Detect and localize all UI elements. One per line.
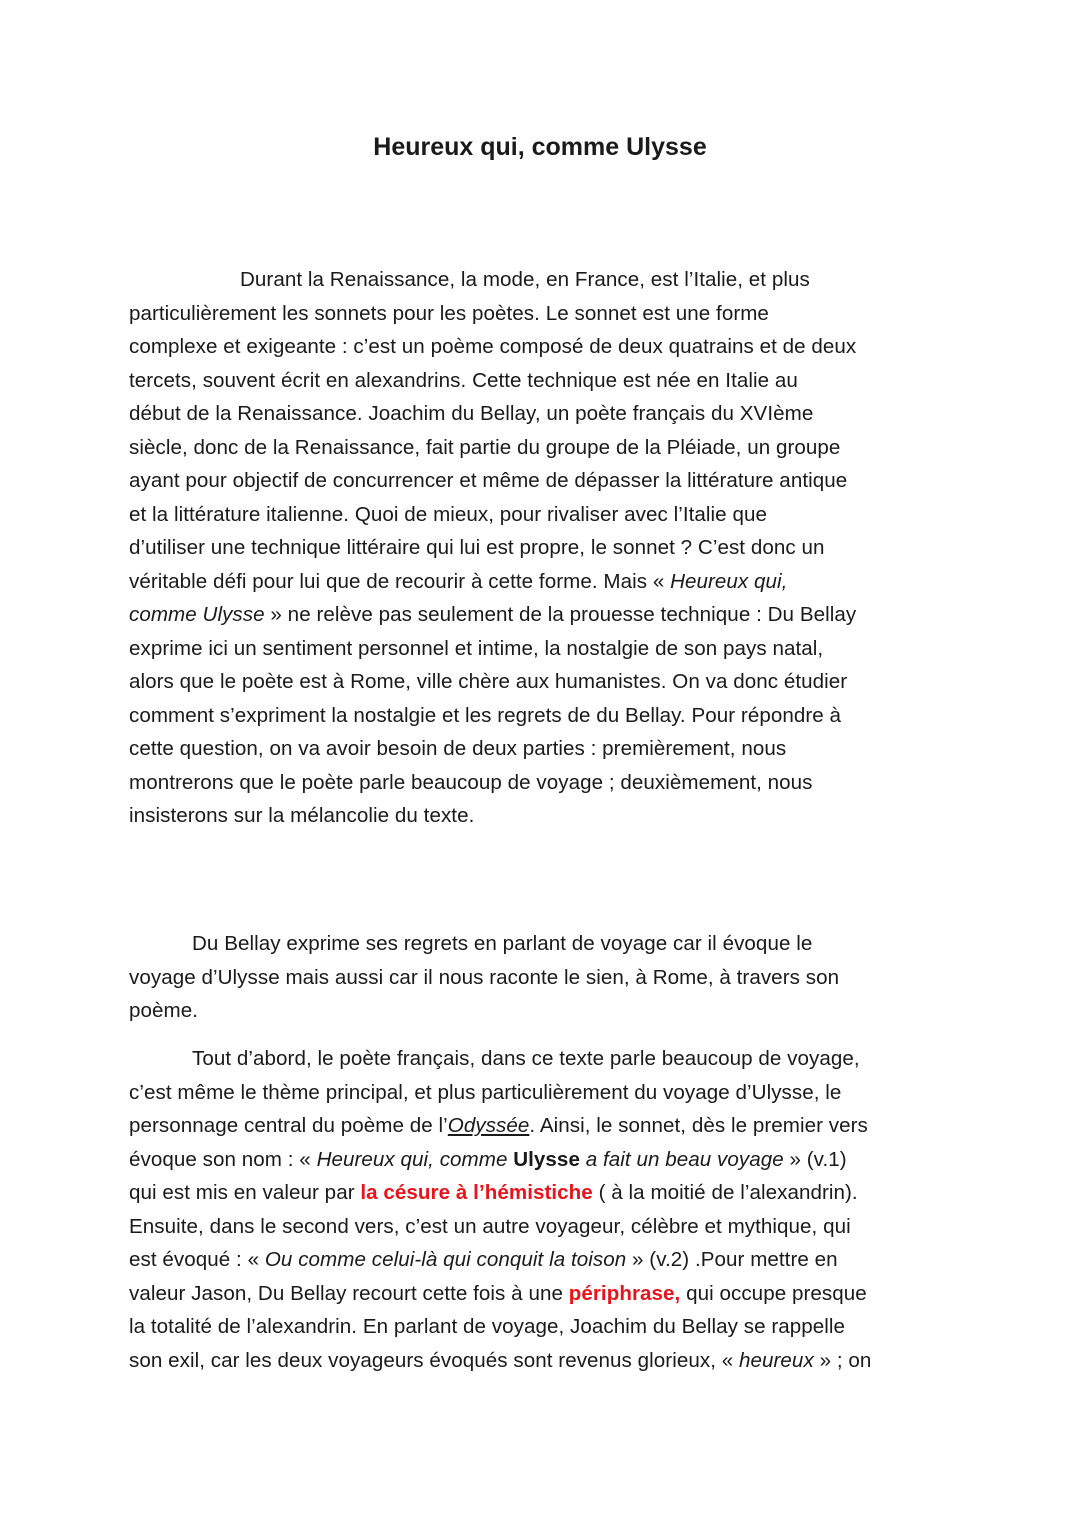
text-line [129, 1344, 959, 1378]
text-line: alors que le poète est à Rome, ville chère aux humanistes. On va donc étudier [129, 670, 848, 693]
text-line: Ensuite, dans le second vers, c’est un autre voyageur, célèbre et mythique, qui [129, 1214, 851, 1238]
part1-intro-paragraph [129, 927, 959, 1028]
text-line: insisterons sur la mélancolie du texte. [129, 804, 475, 827]
text-line [129, 1176, 959, 1210]
text-span: personnage central du poème de l’ [129, 1114, 448, 1137]
text-line: poème. [129, 999, 198, 1022]
intro-paragraph [129, 263, 959, 833]
text-line: et la littérature italienne. Quoi de mieux, pour rivaliser avec l’Italie que [129, 502, 767, 526]
part1-body-paragraph [129, 1042, 959, 1377]
text-line: tercets, souvent écrit en alexandrins. Cette technique est née en Italie au [129, 368, 798, 392]
text-line: voyage d’Ulysse mais aussi car il nous raconte le sien, à Rome, à travers son [129, 965, 840, 989]
italic-quote: Heureux qui, comme [316, 1147, 514, 1171]
italic-quote: heureux [739, 1348, 814, 1372]
text-span: » ne relève pas seulement de la prouesse technique : Du Bellay [264, 603, 857, 626]
text-line [129, 1042, 959, 1076]
highlighted-term: la césure à l’hémistiche [360, 1181, 593, 1204]
text-line [129, 1277, 959, 1311]
text-span: son exil, car les deux voyageurs évoqués sont revenus glorieux, « [129, 1348, 740, 1372]
text-line: complexe et exigeante : c’est un poème composé de deux quatrains et de deux [129, 335, 857, 358]
work-title: Odyssée [447, 1114, 530, 1137]
text-span: » (v.2) .Pour mettre en [626, 1248, 838, 1271]
text-line [129, 1243, 959, 1277]
text-line: c’est même le thème principal, et plus particulièrement du voyage d’Ulysse, le [129, 1080, 842, 1104]
text-span: Durant la Renaissance, la mode, en France, est l’Italie, et plus [240, 268, 810, 291]
text-line: exprime ici un sentiment personnel et intime, la nostalgie de son pays natal, [129, 636, 824, 660]
text-span: ( à la moitié de l’alexandrin). [592, 1181, 858, 1204]
text-span: évoque son nom : « [129, 1147, 317, 1171]
text-line [129, 598, 959, 632]
text-line [129, 927, 959, 961]
italic-quote: a fait un beau voyage [579, 1147, 784, 1171]
text-span: . Ainsi, le sonnet, dès le premier vers [529, 1114, 868, 1137]
highlighted-term: périphrase, [568, 1281, 681, 1305]
text-span: » ; on [813, 1348, 872, 1372]
text-line: montrerons que le poète parle beaucoup de voyage ; deuxièmement, nous [129, 770, 813, 794]
page-title: Heureux qui, comme Ulysse [373, 133, 707, 161]
italic-quote: comme Ulysse [129, 603, 265, 626]
text-span: qui est mis en valeur par [129, 1181, 361, 1204]
text-line [129, 565, 959, 599]
italic-quote: Heureux qui, [670, 569, 788, 593]
text-span: véritable défi pour lui que de recourir à cette forme. Mais « [129, 569, 671, 593]
text-line: début de la Renaissance. Joachim du Bellay, un poète français du XVIème [129, 402, 814, 425]
text-line: particulièrement les sonnets pour les poètes. Le sonnet est une forme [129, 301, 769, 325]
text-span: est évoqué : « [129, 1248, 265, 1271]
text-line: cette question, on va avoir besoin de deux parties : premièrement, nous [129, 737, 787, 760]
bold-word: Ulysse [513, 1147, 580, 1171]
text-line: la totalité de l’alexandrin. En parlant de voyage, Joachim du Bellay se rappelle [129, 1315, 846, 1338]
text-line [129, 1109, 959, 1143]
text-span: » (v.1) [783, 1147, 847, 1171]
text-span: Du Bellay exprime ses regrets en parlant de voyage car il évoque le [192, 932, 813, 955]
text-line: ayant pour objectif de concurrencer et même de dépasser la littérature antique [129, 469, 848, 492]
text-line [129, 263, 959, 297]
text-line: siècle, donc de la Renaissance, fait partie du groupe de la Pléiade, un groupe [129, 435, 841, 459]
text-span: valeur Jason, Du Bellay recourt cette fois à une [129, 1281, 569, 1305]
text-line: d’utiliser une technique littéraire qui lui est propre, le sonnet ? C’est donc un [129, 536, 825, 559]
text-span: qui occupe presque [680, 1281, 867, 1305]
italic-quote: Ou comme celui-là qui conquit la toison [264, 1248, 627, 1271]
text-line [129, 1143, 959, 1177]
text-line: comment s’expriment la nostalgie et les regrets de du Bellay. Pour répondre à [129, 703, 842, 727]
text-span: Tout d’abord, le poète français, dans ce texte parle beaucoup de voyage, [192, 1047, 860, 1070]
